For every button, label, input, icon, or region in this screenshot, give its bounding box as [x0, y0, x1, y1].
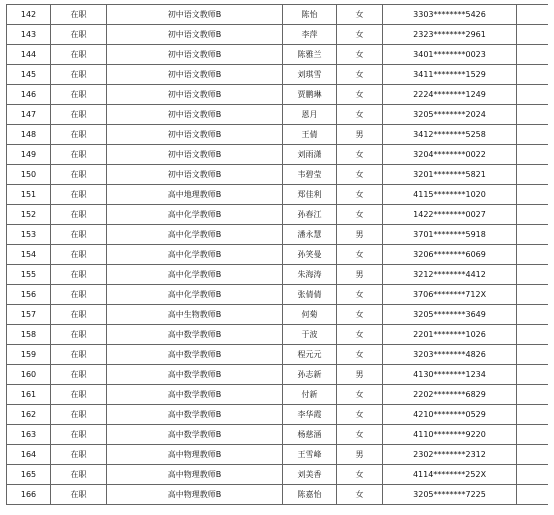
gender-cell: 女 — [337, 145, 383, 165]
position-cell: 初中语文教师B — [107, 5, 283, 25]
status-cell: 在职 — [51, 225, 107, 245]
gender-cell: 女 — [337, 105, 383, 125]
position-cell: 高中数学教师B — [107, 345, 283, 365]
table-row — [7, 345, 549, 365]
position-cell: 高中化学教师B — [107, 225, 283, 245]
gender-cell: 女 — [337, 285, 383, 305]
table-row — [7, 165, 549, 185]
name-cell: 郑佳利 — [283, 185, 337, 205]
status-cell: 在职 — [51, 485, 107, 505]
serial-number-cell: 153 — [7, 225, 51, 245]
id-number-cell: 3401********0023 — [383, 45, 517, 65]
status-cell: 在职 — [51, 365, 107, 385]
id-number-cell: 4114********252X — [383, 465, 517, 485]
position-cell: 高中地理教师B — [107, 185, 283, 205]
serial-number-cell: 156 — [7, 285, 51, 305]
extra-cell — [517, 365, 549, 385]
position-cell: 初中语文教师B — [107, 45, 283, 65]
gender-cell: 女 — [337, 25, 383, 45]
status-cell: 在职 — [51, 305, 107, 325]
table-row — [7, 45, 549, 65]
table-row — [7, 265, 549, 285]
status-cell: 在职 — [51, 285, 107, 305]
extra-cell — [517, 65, 549, 85]
id-number-cell: 2302********2312 — [383, 445, 517, 465]
serial-number-cell: 160 — [7, 365, 51, 385]
name-cell: 朱海涛 — [283, 265, 337, 285]
serial-number-cell: 158 — [7, 325, 51, 345]
name-cell: 王倩 — [283, 125, 337, 145]
gender-cell: 女 — [337, 165, 383, 185]
table-row — [7, 445, 549, 465]
status-cell: 在职 — [51, 45, 107, 65]
name-cell: 陈嘉怡 — [283, 485, 337, 505]
status-cell: 在职 — [51, 105, 107, 125]
serial-number-cell: 164 — [7, 445, 51, 465]
name-cell: 刘琪雪 — [283, 65, 337, 85]
gender-cell: 女 — [337, 405, 383, 425]
extra-cell — [517, 405, 549, 425]
gender-cell: 女 — [337, 485, 383, 505]
status-cell: 在职 — [51, 265, 107, 285]
position-cell: 初中语文教师B — [107, 65, 283, 85]
personnel-table-container — [6, 0, 548, 515]
id-number-cell: 3204********0022 — [383, 145, 517, 165]
serial-number-cell: 166 — [7, 485, 51, 505]
position-cell: 高中生物教师B — [107, 305, 283, 325]
name-cell: 韦碧莹 — [283, 165, 337, 185]
extra-cell — [517, 25, 549, 45]
status-cell: 在职 — [51, 405, 107, 425]
gender-cell: 女 — [337, 85, 383, 105]
status-cell: 在职 — [51, 245, 107, 265]
name-cell: 李萍 — [283, 25, 337, 45]
id-number-cell: 3411********1529 — [383, 65, 517, 85]
serial-number-cell: 159 — [7, 345, 51, 365]
status-cell: 在职 — [51, 65, 107, 85]
extra-cell — [517, 305, 549, 325]
table-row — [7, 465, 549, 485]
extra-cell — [517, 5, 549, 25]
gender-cell: 女 — [337, 65, 383, 85]
status-cell: 在职 — [51, 25, 107, 45]
serial-number-cell: 165 — [7, 465, 51, 485]
name-cell: 孙志新 — [283, 365, 337, 385]
gender-cell: 女 — [337, 385, 383, 405]
position-cell: 高中物理教师B — [107, 485, 283, 505]
gender-cell: 男 — [337, 365, 383, 385]
extra-cell — [517, 125, 549, 145]
position-cell: 初中语文教师B — [107, 105, 283, 125]
id-number-cell: 3205********2024 — [383, 105, 517, 125]
extra-cell — [517, 245, 549, 265]
name-cell: 程元元 — [283, 345, 337, 365]
name-cell: 陈怡 — [283, 5, 337, 25]
serial-number-cell: 150 — [7, 165, 51, 185]
serial-number-cell: 147 — [7, 105, 51, 125]
id-number-cell: 2201********1026 — [383, 325, 517, 345]
id-number-cell: 3205********3649 — [383, 305, 517, 325]
gender-cell: 女 — [337, 345, 383, 365]
extra-cell — [517, 425, 549, 445]
table-row — [7, 245, 549, 265]
name-cell: 刘美香 — [283, 465, 337, 485]
name-cell: 杨慈涵 — [283, 425, 337, 445]
status-cell: 在职 — [51, 385, 107, 405]
gender-cell: 女 — [337, 45, 383, 65]
table-row — [7, 305, 549, 325]
id-number-cell: 4210********0529 — [383, 405, 517, 425]
serial-number-cell: 151 — [7, 185, 51, 205]
serial-number-cell: 149 — [7, 145, 51, 165]
extra-cell — [517, 165, 549, 185]
id-number-cell: 3203********4826 — [383, 345, 517, 365]
table-row — [7, 25, 549, 45]
id-number-cell: 4110********9220 — [383, 425, 517, 445]
table-row — [7, 5, 549, 25]
position-cell: 高中物理教师B — [107, 445, 283, 465]
status-cell: 在职 — [51, 425, 107, 445]
table-row — [7, 205, 549, 225]
name-cell: 孙春江 — [283, 205, 337, 225]
position-cell: 初中语文教师B — [107, 165, 283, 185]
position-cell: 高中数学教师B — [107, 325, 283, 345]
id-number-cell: 2202********6829 — [383, 385, 517, 405]
personnel-table-body — [7, 5, 549, 505]
table-row — [7, 125, 549, 145]
name-cell: 于波 — [283, 325, 337, 345]
extra-cell — [517, 265, 549, 285]
table-row — [7, 185, 549, 205]
extra-cell — [517, 385, 549, 405]
extra-cell — [517, 465, 549, 485]
extra-cell — [517, 325, 549, 345]
table-row — [7, 325, 549, 345]
serial-number-cell: 155 — [7, 265, 51, 285]
id-number-cell: 3706********712X — [383, 285, 517, 305]
table-row — [7, 145, 549, 165]
extra-cell — [517, 145, 549, 165]
table-row — [7, 485, 549, 505]
status-cell: 在职 — [51, 145, 107, 165]
position-cell: 高中数学教师B — [107, 405, 283, 425]
gender-cell: 女 — [337, 305, 383, 325]
gender-cell: 男 — [337, 445, 383, 465]
position-cell: 高中化学教师B — [107, 265, 283, 285]
serial-number-cell: 143 — [7, 25, 51, 45]
gender-cell: 女 — [337, 325, 383, 345]
id-number-cell: 3303********5426 — [383, 5, 517, 25]
extra-cell — [517, 225, 549, 245]
serial-number-cell: 157 — [7, 305, 51, 325]
table-row — [7, 225, 549, 245]
gender-cell: 女 — [337, 425, 383, 445]
status-cell: 在职 — [51, 5, 107, 25]
id-number-cell: 3201********5821 — [383, 165, 517, 185]
position-cell: 高中化学教师B — [107, 245, 283, 265]
serial-number-cell: 146 — [7, 85, 51, 105]
status-cell: 在职 — [51, 185, 107, 205]
extra-cell — [517, 205, 549, 225]
position-cell: 初中语文教师B — [107, 125, 283, 145]
extra-cell — [517, 285, 549, 305]
extra-cell — [517, 105, 549, 125]
serial-number-cell: 163 — [7, 425, 51, 445]
gender-cell: 男 — [337, 265, 383, 285]
status-cell: 在职 — [51, 445, 107, 465]
name-cell: 恩月 — [283, 105, 337, 125]
position-cell: 高中数学教师B — [107, 365, 283, 385]
gender-cell: 女 — [337, 205, 383, 225]
id-number-cell: 3212********4412 — [383, 265, 517, 285]
position-cell: 高中化学教师B — [107, 285, 283, 305]
serial-number-cell: 148 — [7, 125, 51, 145]
name-cell: 潘永慧 — [283, 225, 337, 245]
extra-cell — [517, 485, 549, 505]
serial-number-cell: 144 — [7, 45, 51, 65]
personnel-table — [6, 4, 548, 505]
table-row — [7, 385, 549, 405]
table-row — [7, 405, 549, 425]
name-cell: 张倩倩 — [283, 285, 337, 305]
id-number-cell: 3205********7225 — [383, 485, 517, 505]
serial-number-cell: 162 — [7, 405, 51, 425]
gender-cell: 女 — [337, 185, 383, 205]
name-cell: 王雪峰 — [283, 445, 337, 465]
table-row — [7, 285, 549, 305]
serial-number-cell: 142 — [7, 5, 51, 25]
position-cell: 高中物理教师B — [107, 465, 283, 485]
name-cell: 李华霞 — [283, 405, 337, 425]
name-cell: 贾鹏琳 — [283, 85, 337, 105]
serial-number-cell: 154 — [7, 245, 51, 265]
gender-cell: 男 — [337, 125, 383, 145]
status-cell: 在职 — [51, 85, 107, 105]
id-number-cell: 2224********1249 — [383, 85, 517, 105]
extra-cell — [517, 445, 549, 465]
extra-cell — [517, 185, 549, 205]
table-row — [7, 425, 549, 445]
name-cell: 付新 — [283, 385, 337, 405]
id-number-cell: 3701********5918 — [383, 225, 517, 245]
name-cell: 孙笑曼 — [283, 245, 337, 265]
gender-cell: 女 — [337, 5, 383, 25]
position-cell: 高中数学教师B — [107, 425, 283, 445]
id-number-cell: 2323********2961 — [383, 25, 517, 45]
position-cell: 高中数学教师B — [107, 385, 283, 405]
position-cell: 初中语文教师B — [107, 25, 283, 45]
id-number-cell: 1422********0027 — [383, 205, 517, 225]
status-cell: 在职 — [51, 465, 107, 485]
extra-cell — [517, 45, 549, 65]
extra-cell — [517, 85, 549, 105]
id-number-cell: 4130********1234 — [383, 365, 517, 385]
serial-number-cell: 152 — [7, 205, 51, 225]
table-row — [7, 365, 549, 385]
table-row — [7, 65, 549, 85]
name-cell: 何菊 — [283, 305, 337, 325]
table-row — [7, 85, 549, 105]
name-cell: 陈雅兰 — [283, 45, 337, 65]
gender-cell: 女 — [337, 465, 383, 485]
gender-cell: 男 — [337, 225, 383, 245]
serial-number-cell: 145 — [7, 65, 51, 85]
name-cell: 刘雨潇 — [283, 145, 337, 165]
extra-cell — [517, 345, 549, 365]
id-number-cell: 4115********1020 — [383, 185, 517, 205]
position-cell: 初中语文教师B — [107, 85, 283, 105]
serial-number-cell: 161 — [7, 385, 51, 405]
status-cell: 在职 — [51, 165, 107, 185]
id-number-cell: 3206********6069 — [383, 245, 517, 265]
table-row — [7, 105, 549, 125]
position-cell: 高中化学教师B — [107, 205, 283, 225]
position-cell: 初中语文教师B — [107, 145, 283, 165]
status-cell: 在职 — [51, 205, 107, 225]
status-cell: 在职 — [51, 345, 107, 365]
id-number-cell: 3412********5258 — [383, 125, 517, 145]
status-cell: 在职 — [51, 125, 107, 145]
status-cell: 在职 — [51, 325, 107, 345]
gender-cell: 女 — [337, 245, 383, 265]
